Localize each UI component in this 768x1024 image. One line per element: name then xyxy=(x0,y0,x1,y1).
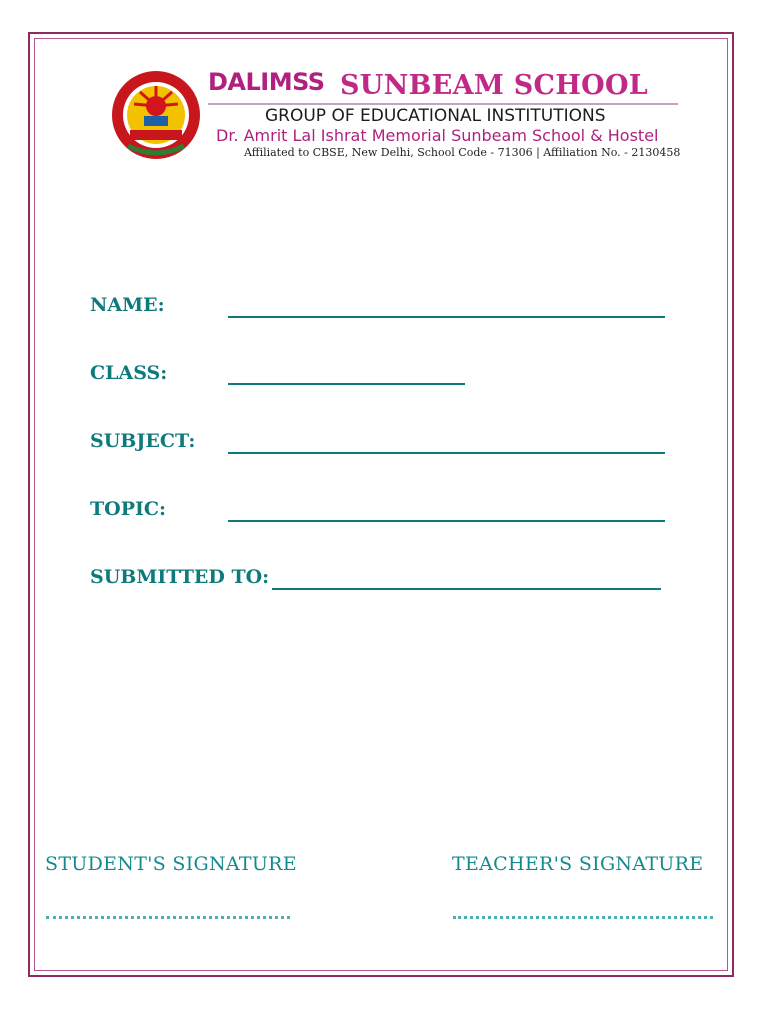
submitted-to-blank[interactable] xyxy=(272,588,661,590)
school-logo xyxy=(110,68,202,162)
class-blank[interactable] xyxy=(228,383,465,385)
submitted-to-label: SUBMITTED TO: xyxy=(90,566,270,588)
subject-label: SUBJECT: xyxy=(90,430,196,452)
affiliation-line: Affiliated to CBSE, New Delhi, School Code - 71306 | Affiliation No. - 2130458 xyxy=(244,146,681,159)
subject-blank[interactable] xyxy=(228,452,665,454)
teacher-signature-label: TEACHER'S SIGNATURE xyxy=(452,853,704,875)
student-signature-line[interactable] xyxy=(46,916,290,919)
header-divider xyxy=(208,103,678,105)
name-blank[interactable] xyxy=(228,316,665,318)
topic-label: TOPIC: xyxy=(90,498,166,520)
brand-left: DALIMSS xyxy=(208,68,325,96)
class-label: CLASS: xyxy=(90,362,168,384)
name-label: NAME: xyxy=(90,294,165,316)
group-line: GROUP OF EDUCATIONAL INSTITUTIONS xyxy=(265,106,606,126)
brand-right: SUNBEAM SCHOOL xyxy=(340,70,649,101)
topic-blank[interactable] xyxy=(228,520,665,522)
teacher-signature-line[interactable] xyxy=(453,916,713,919)
school-name: Dr. Amrit Lal Ishrat Memorial Sunbeam School & Hostel xyxy=(216,126,659,145)
student-signature-label: STUDENT'S SIGNATURE xyxy=(45,853,297,875)
